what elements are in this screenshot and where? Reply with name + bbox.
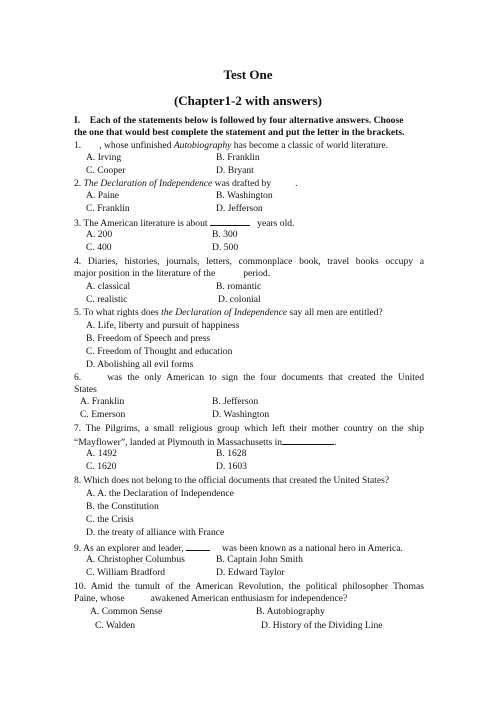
q3-option-b: B. 300 xyxy=(212,229,238,240)
question-text: was drafted by xyxy=(212,178,272,189)
question-4-line-1: 4. Diaries, histories, journals, letters, commonplace book, travel books occupy a xyxy=(74,256,424,267)
question-italic: Autobiography xyxy=(173,140,232,151)
answer-blank xyxy=(210,216,250,226)
question-text: 5. To what rights does xyxy=(74,307,162,318)
q1-option-b: B. Franklin xyxy=(216,152,260,163)
question-italic: The Declaration of Independence xyxy=(83,178,213,189)
q4-option-d: D. colonial xyxy=(218,294,261,305)
q10-option-a: A. Common Sense xyxy=(90,606,163,617)
question-text: Paine, whose xyxy=(74,593,125,604)
q4-option-c: C. realistic xyxy=(86,294,128,305)
question-text: period. xyxy=(243,268,271,279)
question-number: 1. xyxy=(74,140,82,151)
question-9 xyxy=(74,541,424,555)
question-10-line-2 xyxy=(74,593,424,605)
instruction-line-1 xyxy=(74,115,424,127)
q7-option-a: A. 1492 xyxy=(86,448,117,459)
question-1 xyxy=(74,140,424,152)
question-10-line-1: 10. Amid the tumult of the American Revolution, the political philosopher Thomas xyxy=(74,581,424,592)
q2-option-a: A. Paine xyxy=(86,190,120,201)
q6-option-d: D. Washington xyxy=(212,409,270,420)
question-4-line-2 xyxy=(74,268,424,280)
q10-option-c: C. Walden xyxy=(95,620,136,631)
question-text: awakened American enthusiasm for independence? xyxy=(150,593,348,604)
question-number: 2. xyxy=(74,178,84,189)
q4-option-b: B. romantic xyxy=(216,281,262,292)
page-title: Test One xyxy=(223,67,273,82)
question-text: major position in the literature of the xyxy=(74,268,216,279)
q6-option-b: B. Jefferson xyxy=(212,396,259,407)
instruction-line-2: the one that would best complete the statement and put the letter in the brackets. xyxy=(74,127,405,138)
question-5 xyxy=(74,307,424,319)
q5-option-b: B. Freedom of Speech and press xyxy=(86,333,211,344)
q9-option-b: B. Captain John Smith xyxy=(216,554,303,565)
q2-option-c: C. Franklin xyxy=(86,203,130,214)
question-text: , whose unfinished xyxy=(99,140,174,151)
question-text: 3. The American literature is about xyxy=(74,218,208,229)
q9-option-a: A. Christopher Columbus xyxy=(86,554,185,565)
question-3 xyxy=(74,216,424,230)
question-8: 8. Which does not belong to the official documents that created the United States? xyxy=(74,475,390,486)
q8-option-d: D. the treaty of alliance with France xyxy=(86,527,225,538)
q3-option-c: C. 400 xyxy=(86,242,112,253)
question-text: 9. As an explorer and leader, xyxy=(74,543,184,554)
q7-option-b: B. 1628 xyxy=(216,448,247,459)
page-subtitle: (Chapter1-2 with answers) xyxy=(173,93,323,108)
question-7-line-1: 7. The Pilgrims, a small religious group which left their mother country on the ship xyxy=(74,423,424,434)
q1-option-c: C. Cooper xyxy=(86,165,126,176)
question-text: was the only American to sign the four documents that created the United xyxy=(107,372,424,383)
q1-option-a: A. Irving xyxy=(86,152,122,163)
question-text: years old. xyxy=(257,218,295,229)
q10-option-d: D. History of the Dividing Line xyxy=(261,620,383,631)
q3-option-a: A. 200 xyxy=(86,229,113,240)
q5-option-c: C. Freedom of Thought and education xyxy=(86,346,233,357)
question-text: was been known as a national hero in America. xyxy=(222,543,403,554)
q7-option-c: C. 1620 xyxy=(86,461,117,472)
q7-option-d: D. 1603 xyxy=(216,461,247,472)
question-italic: the Declaration of Independence xyxy=(161,307,288,318)
q8-option-a: A. A. the Declaration of Independence xyxy=(86,488,234,499)
answer-blank xyxy=(282,435,334,445)
question-text: “Mayflower”, landed at Plymouth in Massachusetts in xyxy=(74,437,283,448)
question-6-line-2: States xyxy=(74,384,97,395)
q4-option-a: A. classical xyxy=(86,281,131,292)
question-text: say all men are entitled? xyxy=(287,307,383,318)
section-number: I. xyxy=(74,115,81,126)
instruction-text-1: Each of the statements below is followed by four alternative answers. Choose xyxy=(89,115,404,126)
question-text: . xyxy=(334,437,337,448)
q6-option-c: C. Emerson xyxy=(80,409,126,420)
question-text: has become a classic of world literature. xyxy=(231,140,389,151)
q3-option-d: D. 500 xyxy=(212,242,239,253)
q9-option-d: D. Edward Taylor xyxy=(216,567,285,578)
q2-option-d: D. Jefferson xyxy=(216,203,263,214)
q1-option-d: D. Bryant xyxy=(216,165,254,176)
answer-blank xyxy=(186,541,210,551)
q9-option-c: C. William Bradford xyxy=(86,567,166,578)
question-7-line-2 xyxy=(74,435,424,449)
q2-option-b: B. Washington xyxy=(216,190,273,201)
q5-option-a: A. Life, liberty and pursuit of happiness xyxy=(86,320,240,331)
question-number: 6. xyxy=(74,372,82,383)
question-text: . xyxy=(295,178,298,189)
q6-option-a: A. Franklin xyxy=(80,396,125,407)
question-2 xyxy=(74,178,424,190)
q5-option-d: D. Abolishing all evil forms xyxy=(86,359,194,370)
q8-option-b: B. the Constitution xyxy=(86,501,159,512)
q10-option-b: B. Autobiography xyxy=(256,606,325,617)
question-6-line-1 xyxy=(74,372,424,384)
q8-option-c: C. the Crisis xyxy=(86,514,134,525)
